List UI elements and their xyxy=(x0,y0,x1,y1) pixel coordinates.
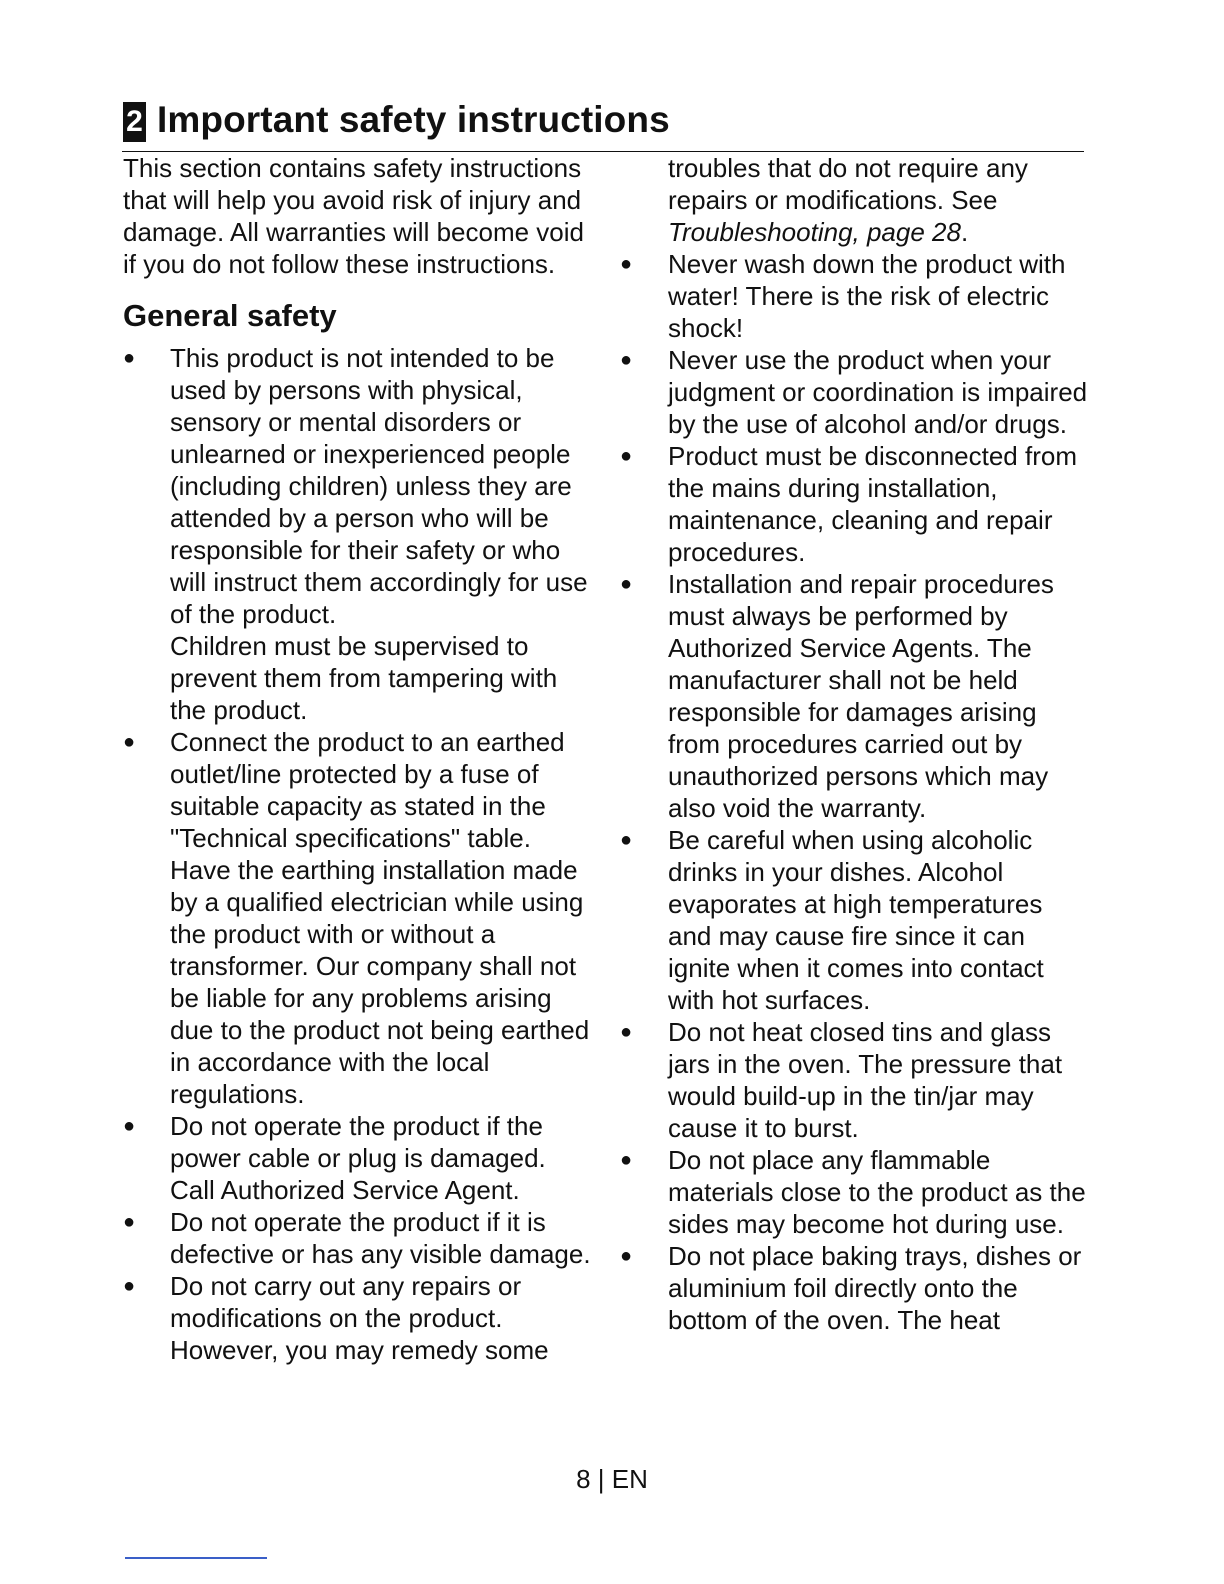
bullet-icon: ● xyxy=(620,829,633,851)
chapter-number: 2 xyxy=(123,102,146,142)
list-item xyxy=(620,248,1090,344)
troubleshooting-reference: Troubleshooting, page 28 xyxy=(668,217,961,247)
bullet-icon: ● xyxy=(123,1275,136,1297)
bullet-icon: ● xyxy=(123,347,136,369)
bullet-icon: ● xyxy=(123,1115,136,1137)
page-footer: 8 | EN xyxy=(576,1464,648,1494)
list-item xyxy=(620,824,1090,1016)
list-item xyxy=(123,342,593,726)
continued-text xyxy=(620,152,1090,248)
right-bullet-list xyxy=(620,248,1090,1336)
list-item-text: Do not heat closed tins and glass jars in the oven. The pressure that would build-up in the tin/jar may cause it to burst. xyxy=(668,1017,1063,1143)
list-item-text: This product is not intended to be used by persons with physical, sensory or mental disorders or unlearned or inexperienced people (including children) unless they are attended by a person who will be responsible for their safety or who will instruct them accordingly for use of the product. xyxy=(170,343,588,629)
list-item xyxy=(620,440,1090,568)
bullet-icon: ● xyxy=(620,349,633,371)
bullet-icon: ● xyxy=(620,1245,633,1267)
list-item xyxy=(620,568,1090,824)
left-bullet-list xyxy=(123,342,593,1366)
list-item xyxy=(123,1270,593,1366)
list-item-text: Connect the product to an earthed outlet/line protected by a fuse of suitable capacity as stated in the "Technical specifications" table. Have the earthing installation made by a qualified electrician while using the product with or without a transformer. Our company shall not be liable for any problems arising due to the product not being earthed in accordance with the local regulations. xyxy=(170,727,590,1109)
list-item xyxy=(620,1144,1090,1240)
list-item xyxy=(620,344,1090,440)
list-item-text: Never wash down the product with water! There is the risk of electric shock! xyxy=(668,249,1066,343)
list-item-text: Do not operate the product if it is defective or has any visible damage. xyxy=(170,1207,591,1269)
list-item-text: Do not place any flammable materials close to the product as the sides may become hot during use. xyxy=(668,1145,1086,1239)
right-column xyxy=(620,152,1090,1336)
list-item-note: Children must be supervised to prevent them from tampering with the product. xyxy=(170,631,558,725)
list-item xyxy=(123,1110,593,1206)
continued-text-body: troubles that do not require any repairs or modifications. See xyxy=(668,153,1028,215)
bullet-icon: ● xyxy=(620,573,633,595)
section-title: General safety xyxy=(123,298,337,333)
list-item-text: Do not carry out any repairs or modifications on the product. However, you may remedy some xyxy=(170,1271,549,1365)
intro-paragraph: This section contains safety instructions that will help you avoid risk of injury and damage. All warranties will become void if you do not follow these instructions. xyxy=(123,153,584,279)
list-item-text: Do not operate the product if the power cable or plug is damaged. Call Authorized Service Agent. xyxy=(170,1111,546,1205)
bullet-icon: ● xyxy=(620,1149,633,1171)
bullet-icon: ● xyxy=(123,1211,136,1233)
bullet-icon: ● xyxy=(620,253,633,275)
bullet-icon: ● xyxy=(620,1021,633,1043)
list-item xyxy=(123,1206,593,1270)
list-item-text: Installation and repair procedures must always be performed by Authorized Service Agents. The manufacturer shall not be held responsible for damages arising from procedures carried out by unauthorized persons which may also void the warranty. xyxy=(668,569,1054,823)
list-item xyxy=(620,1240,1090,1336)
left-column xyxy=(123,152,593,1366)
page-title: Important safety instructions xyxy=(157,99,670,140)
list-item-text: Do not place baking trays, dishes or aluminium foil directly onto the bottom of the oven. The heat xyxy=(668,1241,1082,1335)
bullet-icon: ● xyxy=(620,445,633,467)
bullet-icon: ● xyxy=(123,731,136,753)
page-header xyxy=(122,96,1084,152)
continued-text-end: . xyxy=(960,217,969,247)
list-item-text: Product must be disconnected from the mains during installation, maintenance, cleaning and repair procedures. xyxy=(668,441,1077,567)
list-item-text: Be careful when using alcoholic drinks in your dishes. Alcohol evaporates at high temperatures and may cause fire since it can ignite when it comes into contact with hot surfaces. xyxy=(668,825,1044,1015)
list-item xyxy=(620,1016,1090,1144)
list-item xyxy=(123,726,593,1110)
list-item-text: Never use the product when your judgment or coordination is impaired by the use of alcohol and/or drugs. xyxy=(668,345,1088,439)
footer-divider xyxy=(125,1557,267,1559)
